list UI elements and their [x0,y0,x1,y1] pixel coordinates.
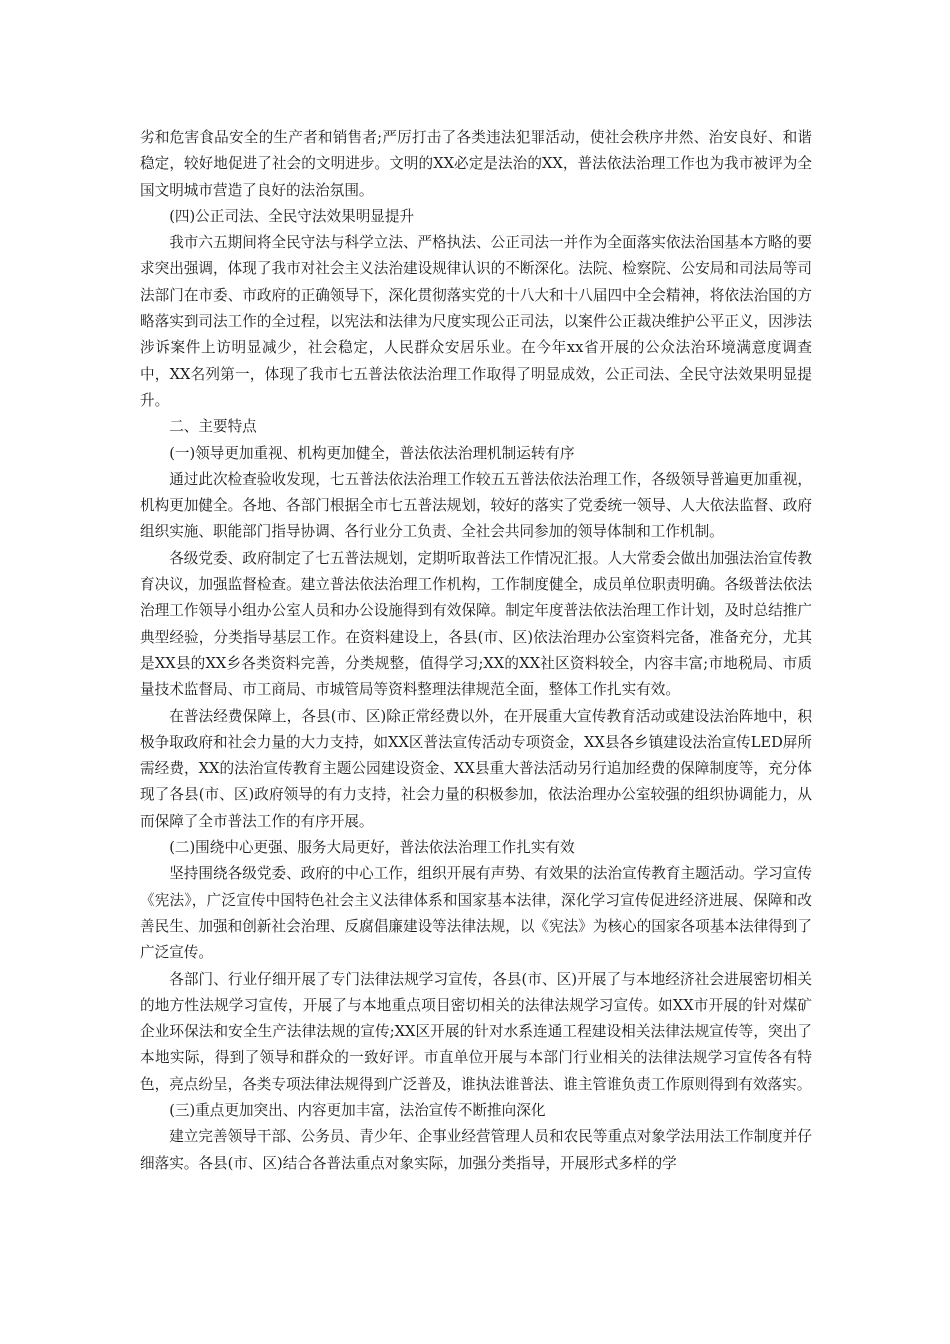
chapter-heading-2: 二、主要特点 [169,418,257,436]
paragraph-4: 各级党委、政府制定了七五普法规划，定期听取普法工作情况汇报。人大常委会做出加强法治宣传教育决议，加强监督检查。建立普法依法治理工作机构，工作制度健全，成员单位职责明确。各级普法依法治理工作领导小组办公室人员和办公设施得到有效保障。制定年度普法依法治理工作计划，及时总结推广典型经验，分类指导基层工作。在资料建设上，各县(市、区)依法治理办公室资料完备，准备充分，尤其是XX县的XX乡各类资料完善，分类规整，值得学习;XX的XX社区资料较全，内容丰富;市地税局、市质量技术监督局、市工商局、市城管局等资料整理法律规范全面，整体工作扎实有效。 [140,549,812,699]
paragraph-1: 劣和危害食品安全的生产者和销售者;严厉打击了各类违法犯罪活动，使社会秩序井然、治安良好、和谐稳定，较好地促进了社会的文明进步。文明的XX必定是法治的XX，普法依法治理工作也为我市被评为全国文明城市营造了良好的法治氛围。 [140,129,812,199]
paragraph-6: 坚持围绕各级党委、政府的中心工作，组织开展有声势、有效果的法治宣传教育主题活动。学习宣传《宪法》，广泛宣传中国特色社会主义法律体系和国家基本法律，深化学习宣传促进经济进展、保障和改善民生、加强和创新社会治理、反腐倡廉建设等法律法规，以《宪法》为核心的国家各项基本法律得到了广泛宣传。 [140,865,812,962]
section-heading-3: (三)重点更加突出、内容更加丰富，法治宣传不断推向深化 [169,1101,546,1119]
section-heading-4: (四)公正司法、全民守法效果明显提升 [169,207,415,225]
document-body [140,125,812,1177]
section-heading-1: (一)领导更加重视、机构更加健全，普法依法治理机制运转有序 [169,444,575,462]
paragraph-3: 通过此次检查验收发现，七五普法依法治理工作较五五普法依法治理工作，各级领导普遍更加重视，机构更加健全。各地、各部门根据全市七五普法规划，较好的落实了党委统一领导、人大依法监督、政府组织实施、职能部门指导协调、各行业分工负责、全社会共同参加的领导体制和工作机制。 [140,470,812,541]
paragraph-8: 建立完善领导干部、公务员、青少年、企事业经营管理人员和农民等重点对象学法用法工作制度并仔细落实。各县(市、区)结合各普法重点对象实际，加强分类指导，开展形式多样的学 [140,1128,812,1172]
paragraph-7: 各部门、行业仔细开展了专门法律法规学习宣传，各县(市、区)开展了与本地经济社会进展密切相关的地方性法规学习宣传，开展了与本地重点项目密切相关的法律法规学习宣传。如XX市开展的针对煤矿企业环保法和安全生产法律法规的宣传;XX区开展的针对水系连通工程建设相关法律法规宣传等，突出了本地实际，得到了领导和群众的一致好评。市直单位开展与本部门行业相关的法律法规学习宣传各有特色，亮点纷呈，各类专项法律法规得到广泛普及，谁执法谁普法、谁主管谁负责工作原则得到有效落实。 [140,970,812,1093]
paragraph-2: 我市六五期间将全民守法与科学立法、严格执法、公正司法一并作为全面落实依法治国基本方略的要求突出强调，体现了我市对社会主义法治建设规律认识的不断深化。法院、检察院、公安局和司法局等司法部门在市委、市政府的正确领导下，深化贯彻落实党的十八大和十八届四中全会精神，将依法治国的方略落实到司法工作的全过程，以宪法和法律为尺度实现公正司法，以案件公正裁决维护公平正义，因涉法涉诉案件上访明显减少，社会稳定，人民群众安居乐业。在今年xx省开展的公众法治环境满意度调查中，XX名列第一，体现了我市七五普法依法治理工作取得了明显成效，公正司法、全民守法效果明显提升。 [140,234,812,409]
paragraph-5: 在普法经费保障上，各县(市、区)除正常经费以外，在开展重大宣传教育活动或建设法治阵地中，积极争取政府和社会力量的大力支持，如XX区普法宣传活动专项资金，XX县各乡镇建设法治宣传LED屏所需经费，XX的法治宣传教育主题公园建设资金、XX县重大普法活动另行追加经费的保障制度等，充分体现了各县(市、区)政府领导的有力支持，社会力量的积极参加，依法治理办公室较强的组织协调能力，从而保障了全市普法工作的有序开展。 [140,707,812,830]
section-heading-2: (二)围绕中心更强、服务大局更好，普法依法治理工作扎实有效 [169,839,575,857]
